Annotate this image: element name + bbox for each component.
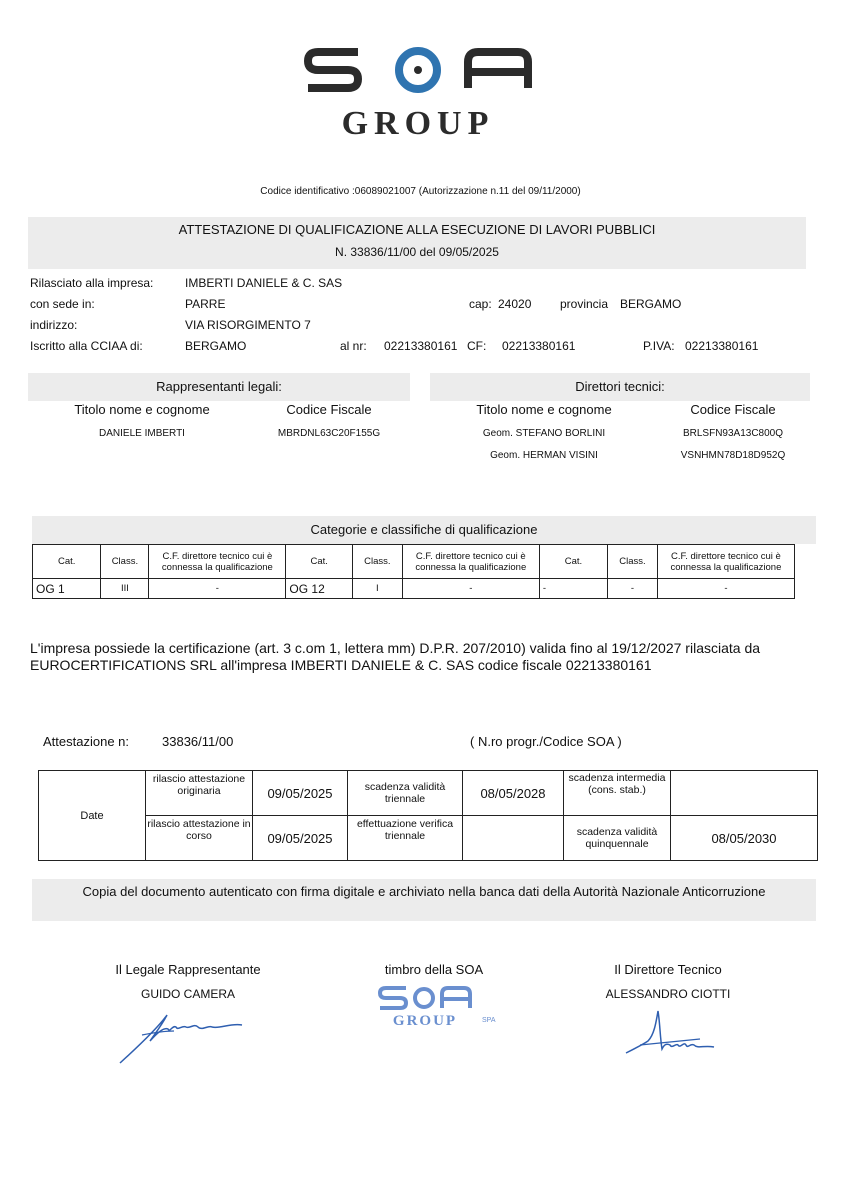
direttori-row-cf: VSNHMN78D18D952Q: [680, 450, 786, 461]
verifica-label: effettuazione verifica triennale: [348, 816, 463, 861]
attestazione-value: 33836/11/00: [162, 734, 234, 749]
legale-name: GUIDO CAMERA: [140, 987, 235, 1001]
th-class: Class.: [101, 545, 149, 579]
verifica-value: [463, 816, 564, 861]
attestazione-note: ( N.ro progr./Codice SOA ): [470, 734, 622, 749]
scad-quin-value: 08/05/2030: [671, 816, 818, 861]
title-band: [28, 217, 806, 269]
cell-cf: -: [149, 579, 286, 599]
cell-cf: -: [657, 579, 794, 599]
th-cf: C.F. direttore tecnico cui è connessa la qualificazione: [402, 545, 539, 579]
cciaa-label: Iscritto alla CCIAA di:: [30, 339, 143, 353]
direttore-signature: [620, 1005, 730, 1065]
cciaa-value: BERGAMO: [185, 339, 247, 353]
alnr-value: 02213380161: [384, 339, 458, 353]
cf-label: CF:: [467, 339, 487, 353]
direttori-row-cf: BRLSFN93A13C800Q: [682, 428, 784, 439]
th-cat: Cat.: [33, 545, 101, 579]
legale-title: Il Legale Rappresentante: [115, 962, 261, 977]
scad-interm-label: scadenza intermedia (cons. stab.): [564, 771, 671, 816]
legali-row-name: DANIELE IMBERTI: [99, 428, 185, 439]
alnr-label: al nr:: [340, 339, 367, 353]
scad-trien-value: 08/05/2028: [463, 771, 564, 816]
cell-cat: OG 12: [286, 579, 353, 599]
legali-col-cf: Codice Fiscale: [286, 402, 372, 417]
logo-group-text: GROUP: [341, 105, 495, 140]
rilascio-corso-value: 09/05/2025: [253, 816, 348, 861]
rilasciato-label: Rilasciato alla impresa:: [30, 276, 154, 290]
provincia-label: provincia: [560, 297, 609, 311]
cap-value: 24020: [498, 297, 532, 311]
th-cf: C.F. direttore tecnico cui è connessa la qualificazione: [149, 545, 286, 579]
cell-cf: -: [402, 579, 539, 599]
direttori-row-name: Geom. STEFANO BORLINI: [482, 428, 606, 439]
direttori-heading: Direttori tecnici:: [430, 373, 810, 401]
footer-note: Copia del documento autenticato con firma digitale e archiviato nella banca dati della Autorità Nazionale Anticorruzione: [32, 879, 816, 921]
legali-row-cf: MBRDNL63C20F155G: [277, 428, 381, 439]
direttore-name: ALESSANDRO CIOTTI: [605, 987, 731, 1001]
soa-group-logo: [300, 40, 540, 140]
soa-stamp: [378, 984, 498, 1034]
sede-label: con sede in:: [30, 297, 95, 311]
th-class: Class.: [608, 545, 658, 579]
scad-interm-value: [671, 771, 818, 816]
indirizzo-label: indirizzo:: [30, 318, 78, 332]
categorie-table: [32, 544, 795, 599]
codice-identificativo: Codice identificativo :06089021007 (Autorizzazione n.11 del 09/11/2000): [260, 186, 581, 197]
rilascio-orig-label: rilascio attestazione originaria: [146, 771, 253, 816]
cell-class: I: [352, 579, 402, 599]
categorie-heading: Categorie e classifiche di qualificazione: [32, 516, 816, 544]
rilascio-corso-label: rilascio attestazione in corso: [146, 816, 253, 861]
timbro-title: timbro della SOA: [384, 962, 484, 977]
table-row: [33, 579, 795, 599]
legali-heading: Rappresentanti legali:: [28, 373, 410, 401]
scad-trien-label: scadenza validità triennale: [348, 771, 463, 816]
indirizzo-value: VIA RISORGIMENTO 7: [185, 318, 311, 332]
page-title: ATTESTAZIONE DI QUALIFICAZIONE ALLA ESECUZIONE DI LAVORI PUBBLICI: [178, 222, 656, 237]
date-table: [38, 770, 818, 861]
th-cat: Cat.: [286, 545, 353, 579]
attestation-number: N. 33836/11/00 del 09/05/2025: [335, 245, 499, 259]
th-cat: Cat.: [539, 545, 607, 579]
rilascio-orig-value: 09/05/2025: [253, 771, 348, 816]
cf-value: 02213380161: [502, 339, 576, 353]
rilasciato-value: IMBERTI DANIELE & C. SAS: [185, 276, 343, 290]
certificazione-text: L'impresa possiede la certificazione (art. 3 c.om 1, lettera mm) D.P.R. 207/2010) valida fino al 19/12/2027 rilasciata da EUROCERTIFICATIONS SRL all'impresa IMBERTI DANIELE & C. SAS codice fiscale 02213380161: [30, 640, 761, 673]
legale-signature: [112, 1005, 252, 1075]
direttori-row-name: Geom. HERMAN VISINI: [490, 450, 598, 461]
date-label: Date: [39, 771, 146, 861]
th-class: Class.: [352, 545, 402, 579]
th-cf: C.F. direttore tecnico cui è connessa la qualificazione: [657, 545, 794, 579]
legali-col-name: Titolo nome e cognome: [74, 402, 210, 417]
direttori-col-cf: Codice Fiscale: [690, 402, 776, 417]
piva-value: 02213380161: [685, 339, 759, 353]
stamp-spa-text: SPA: [482, 1017, 496, 1024]
stamp-group-text: GROUP: [392, 1013, 458, 1029]
piva-label: P.IVA:: [643, 339, 675, 353]
direttori-col-name: Titolo nome e cognome: [476, 402, 612, 417]
cap-label: cap:: [469, 297, 492, 311]
cell-class: III: [101, 579, 149, 599]
cell-class: -: [608, 579, 658, 599]
provincia-value: BERGAMO: [620, 297, 682, 311]
scad-quin-label: scadenza validità quinquennale: [564, 816, 671, 861]
sede-value: PARRE: [185, 297, 226, 311]
cell-cat: OG 1: [33, 579, 101, 599]
direttore-title: Il Direttore Tecnico: [614, 962, 722, 977]
attestazione-label: Attestazione n:: [43, 734, 129, 749]
cell-cat: -: [539, 579, 607, 599]
